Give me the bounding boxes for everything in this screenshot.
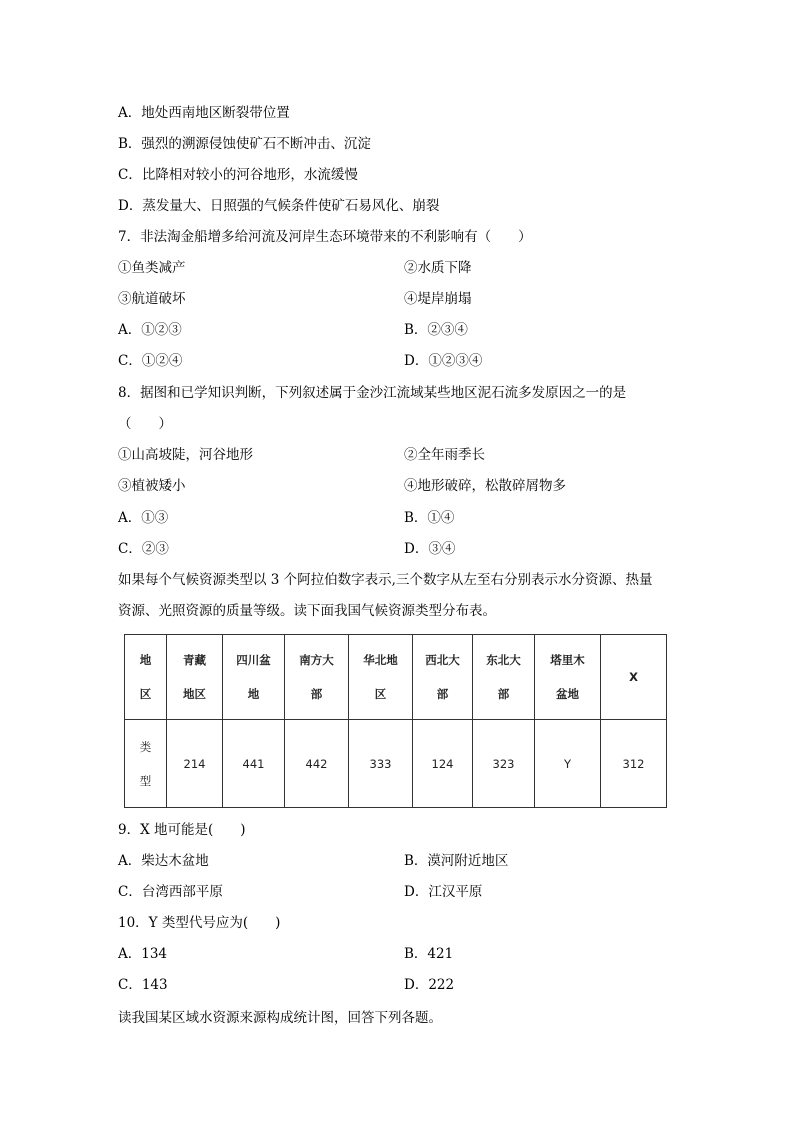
q7-statement-2: ②水质下降 <box>404 260 472 276</box>
region-name: 青藏 <box>183 653 206 668</box>
q8-option-b: B．①④ <box>404 510 455 526</box>
region-name: 南方大 <box>299 653 334 668</box>
region-cell <box>349 635 413 720</box>
region-cell <box>473 635 535 720</box>
q7-option-d: D．①②③④ <box>404 353 483 369</box>
region-cell <box>535 635 601 720</box>
q8-option-d: D．③④ <box>404 541 456 557</box>
type-header-char-2: 型 <box>139 773 152 788</box>
q6-option-a: A．地处西南地区断裂带位置 <box>118 105 290 121</box>
q9-option-c: C．台湾西部平原 <box>118 884 223 900</box>
q7-statement-1: ①鱼类减产 <box>118 260 186 276</box>
region-cell <box>285 635 349 720</box>
region-name: 部 <box>310 687 323 702</box>
type-value: Y <box>535 720 601 808</box>
q8-statement-4: ④地形破碎，松散碎屑物多 <box>404 478 566 494</box>
region-name: 塔里木 <box>550 653 585 668</box>
type-header-char-1: 类 <box>139 739 152 754</box>
q7-option-b: B．②③④ <box>404 322 468 338</box>
q7-option-c: C．①②④ <box>118 353 183 369</box>
type-value: 323 <box>473 720 535 808</box>
outro-text: 读我国某区域水资源来源构成统计图，回答下列各题。 <box>118 1010 442 1026</box>
q6-option-d: D．蒸发量大、日照强的气候条件使矿石易风化、崩裂 <box>118 198 440 214</box>
q10-option-d: D．222 <box>404 977 455 993</box>
intro-line-2: 资源、光照资源的质量等级。读下面我国气候资源类型分布表。 <box>118 603 496 619</box>
region-name: 部 <box>497 687 510 702</box>
region-name: 部 <box>436 687 449 702</box>
q7-option-a: A．①②③ <box>118 322 182 338</box>
region-name: 东北大 <box>486 653 521 668</box>
q7-stem: 7．非法淘金船增多给河流及河岸生态环境带来的不利影响有（ ） <box>118 229 532 245</box>
row-header-char-2: 区 <box>139 687 152 702</box>
q10-option-a: A．134 <box>118 946 168 962</box>
q9-option-b: B．漠河附近地区 <box>404 853 509 869</box>
q9-option-d: D．江汉平原 <box>404 884 483 900</box>
region-name: 地 <box>247 687 260 702</box>
table-value-row <box>125 720 667 808</box>
table-row-header <box>125 635 167 720</box>
q8-option-a: A．①③ <box>118 510 169 526</box>
region-name: 四川盆 <box>236 653 271 668</box>
type-value: 442 <box>285 720 349 808</box>
q8-paren: （ ） <box>118 416 172 432</box>
q7-statement-3: ③航道破坏 <box>118 291 186 307</box>
q10-option-c: C．143 <box>118 977 168 993</box>
region-name: 地区 <box>183 687 206 702</box>
q8-option-c: C．②③ <box>118 541 169 557</box>
intro-line-1: 如果每个气候资源类型以 3 个阿拉伯数字表示,三个数字从左至右分别表示水分资源、热量 <box>118 572 653 588</box>
q7-statement-4: ④堤岸崩塌 <box>404 291 472 307</box>
type-value: 312 <box>601 720 667 808</box>
region-cell <box>223 635 285 720</box>
table-type-header <box>125 720 167 808</box>
q9-option-a: A．柴达木盆地 <box>118 853 209 869</box>
region-cell <box>167 635 223 720</box>
q10-stem: 10．Y 类型代号应为( ) <box>118 915 281 931</box>
q8-stem: 8．据图和已学知识判断，下列叙述属于金沙江流域某些地区泥石流多发原因之一的是 <box>118 385 627 401</box>
row-header-char-1: 地 <box>139 653 152 668</box>
type-value: 124 <box>413 720 473 808</box>
type-value: 333 <box>349 720 413 808</box>
region-name: 区 <box>374 687 387 702</box>
region-name: 西北大 <box>425 653 460 668</box>
table-header-row <box>125 635 667 720</box>
climate-resource-table <box>124 634 667 808</box>
q10-option-b: B．421 <box>404 946 454 962</box>
q8-statement-3: ③植被矮小 <box>118 478 186 494</box>
q8-statement-2: ②全年雨季长 <box>404 447 485 463</box>
region-name: X <box>629 670 638 685</box>
q6-option-b: B．强烈的溯源侵蚀使矿石不断冲击、沉淀 <box>118 136 371 152</box>
type-value: 214 <box>167 720 223 808</box>
type-value: 441 <box>223 720 285 808</box>
q9-stem: 9．X 地可能是( ) <box>118 822 246 838</box>
q6-option-c: C．比降相对较小的河谷地形，水流缓慢 <box>118 167 358 183</box>
q8-statement-1: ①山高坡陡，河谷地形 <box>118 447 253 463</box>
region-name: 盆地 <box>556 687 579 702</box>
region-cell-x <box>601 635 667 720</box>
region-name: 华北地 <box>363 653 398 668</box>
region-cell <box>413 635 473 720</box>
